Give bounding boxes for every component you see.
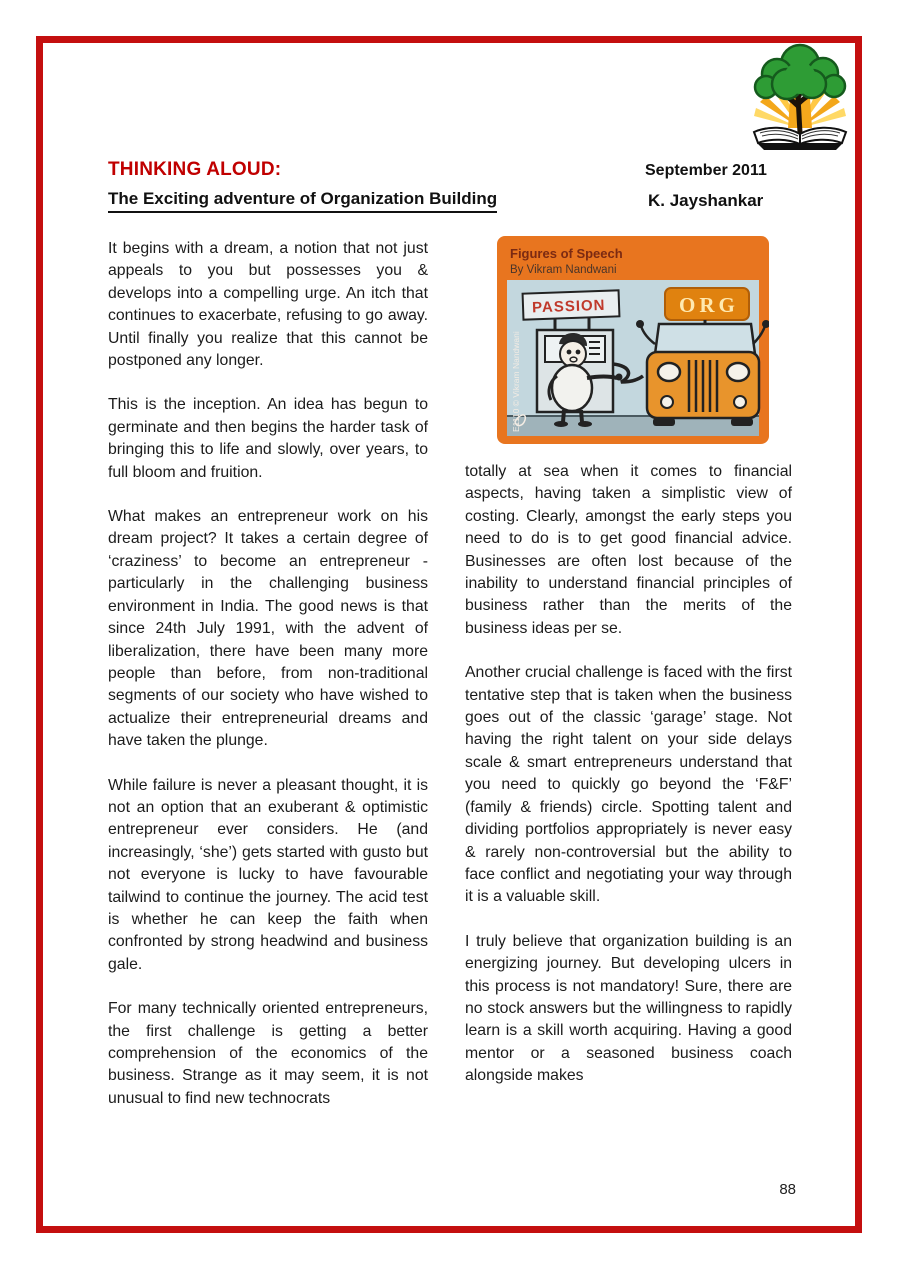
right-column	[465, 236, 792, 1110]
svg-text:PASSION: PASSION	[531, 296, 606, 317]
tree-book-logo-icon	[744, 40, 856, 152]
left-column	[108, 238, 428, 1132]
logo-canopy	[755, 45, 845, 99]
cartoon-title: Figures of Speech	[510, 246, 623, 261]
paragraph: What makes an entrepreneur work on his dream project? It takes a certain degree of ‘craziness’ to become an entrepreneur - particularly in the challenging business environment in India. The good news is that since 24th July 1991, with the advent of liberalization, there have been many more people than before, from non-traditional segments of our society who have wished to actualize their entrepreneurial dreams and have taken the plunge.	[108, 508, 428, 750]
paragraph: Another crucial challenge is faced with the first tentative step that is taken when the business goes out of the classic ‘garage’ stage. Not having the right talent on your side delays scale & smart entrepreneurs understand that you need to quickly go beyond the ‘F&F’ (family & friends) circle. Spotting talent and dividing portfolios appropriately is never easy & rarely non-controversial but the ability to face conflict and negotiating your way through it is a valuable skill.	[465, 664, 792, 906]
issue-date: September 2011	[645, 162, 767, 179]
paragraph: It begins with a dream, a notion that not just appeals to you but possesses you & develops into a compelling urge. An itch that continues to exacerbate, refusing to go away. Until finally you realize that this cannot be postponed any longer.	[108, 240, 428, 370]
cartoon-credit: E1110 © Vikram Nandwani	[511, 331, 521, 432]
article-title: The Exciting adventure of Organization Building	[108, 189, 497, 213]
section-title: THINKING ALOUD:	[108, 159, 282, 180]
paragraph: I truly believe that organization building is an energizing journey. But developing ulcers in this process is not mandatory! Sure, there are no stock answers but the willingness to rapidly learn is a skill worth acquiring. Having a good mentor or a seasoned business coach alongside makes	[465, 932, 792, 1085]
paragraph: For many technically oriented entrepreneurs, the first challenge is getting a better comprehension of the economics of the business. Strange as it may seem, it is not unusual to find new technocrats	[108, 1000, 428, 1107]
page-number: 88	[779, 1181, 796, 1198]
paragraph: This is the inception. An idea has begun to germinate and then begins the harder task of bringing this to life and slowly, over years, to full bloom and fruition.	[108, 396, 428, 481]
cartoon-figure	[497, 236, 769, 444]
cartoon-byline: By Vikram Nandwani	[510, 264, 617, 276]
paragraph: totally at sea when it comes to financial aspects, having taken a simplistic view of costing. Clearly, amongst the early steps you need to do is to get good financial advice. Businesses are often lost because of the inability to understand financial principles of business rather than the merits of the business ideas per se.	[465, 463, 792, 637]
author-name: K. Jayshankar	[648, 191, 764, 210]
svg-text:ORG: ORG	[679, 293, 739, 317]
paragraph: While failure is never a pleasant thought, it is not an option that an exuberant & optimistic entrepreneur ever considers. He (and increasingly, ‘she’) gets started with gusto but not everyone is lucky to have favourable tailwind to continue the journey. The acid test is whether he can keep the faith when confronted by strong headwind and business gale.	[108, 776, 428, 973]
